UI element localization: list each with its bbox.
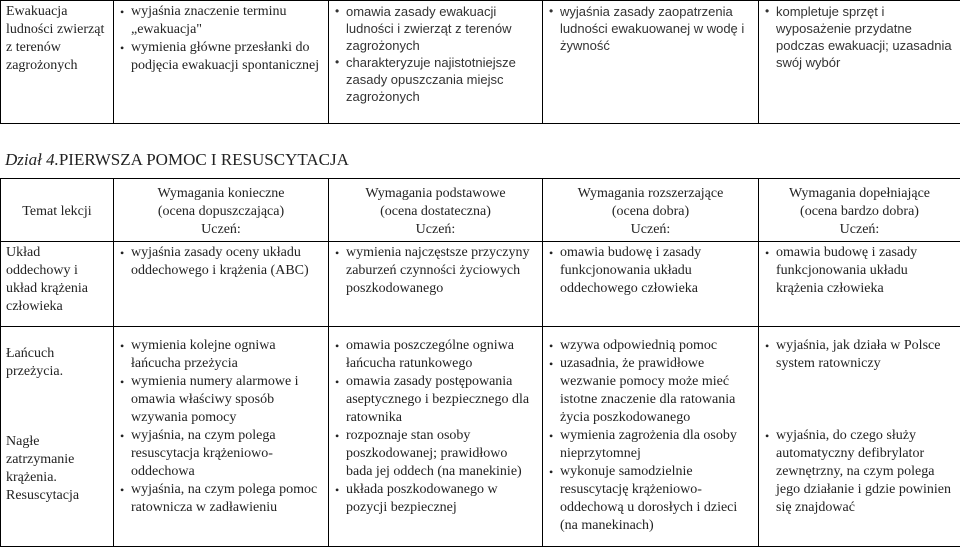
requirements-cell	[329, 327, 543, 547]
column-header	[759, 179, 960, 242]
header-student: Uczeń:	[201, 222, 241, 237]
requirements-cell	[759, 242, 960, 327]
list-item: • wymienia najczęstsze przyczyny zaburzeń czynności życiowych poszkodowanego	[346, 244, 537, 298]
column-header	[543, 179, 759, 242]
topic-title: Łańcuch przeżycia.	[6, 346, 64, 379]
requirements-cell	[114, 327, 329, 547]
header-title: Wymagania rozszerzające	[577, 186, 724, 201]
column-header	[114, 179, 329, 242]
header-student: Uczeń:	[415, 222, 456, 237]
list-item: • wymienia kolejne ogniwa łańcucha przeżycia	[131, 337, 323, 373]
list-item: • omawia budowę i zasady funkcjonowania układu oddechowego człowieka	[560, 244, 753, 298]
requirements-cell	[114, 242, 329, 327]
list-item: • charakteryzuje najistotniejsze zasady opuszczania miejsc zagrożonych	[346, 54, 537, 105]
topic-cell: Ewakuacja ludności zwierząt z terenów zagrożonych	[1, 1, 114, 124]
section-number: Dział 4.	[5, 150, 59, 169]
list-item: • wyjaśnia zasady zaopatrzenia ludności ewakuowanej w wodę i żywność	[560, 3, 753, 54]
list-item: • uzasadnia, że prawidłowe wezwanie pomocy może mieć istotne znaczenie dla ratowania życia poszkodowanego	[560, 355, 753, 427]
header-grade: (ocena dostateczna)	[380, 204, 491, 219]
requirements-list	[119, 3, 323, 75]
list-item: • wyjaśnia, do czego służy automatyczny defibrylator zewnętrzny, na czym polega jego działanie i gdzie powinien się znajdować	[776, 427, 955, 517]
requirements-list	[548, 3, 753, 54]
topic-title: Nagłe zatrzymanie krążenia. Resuscytacja	[6, 434, 80, 503]
header-title: Wymagania konieczne	[157, 186, 285, 201]
requirements-complementary-cell	[759, 1, 960, 124]
list-item: • wyjaśnia zasady oceny układu oddechowego i krążenia (ABC)	[131, 244, 323, 280]
section-title	[5, 150, 349, 170]
table-row	[1, 327, 960, 547]
requirements-standard-cell	[329, 1, 543, 124]
requirements-cell	[329, 242, 543, 327]
topic-cell: Układ oddechowy i układ krążenia człowieka	[1, 242, 114, 327]
requirements-cell	[759, 327, 960, 547]
table-row	[1, 242, 960, 327]
requirements-basic-cell	[114, 1, 329, 124]
header-title: Wymagania dopełniające	[788, 186, 931, 201]
list-item: • wyjaśnia, na czym polega pomoc ratownicza w zadławieniu	[131, 481, 323, 517]
section-name: PIERWSZA POMOC I RESUSCYTACJA	[58, 150, 349, 169]
header-row	[1, 179, 960, 242]
previous-topic-table	[0, 0, 960, 124]
list-item: • wymienia numery alarmowe i omawia właściwy sposób wzywania pomocy	[131, 373, 323, 427]
header-student: Uczeń:	[839, 222, 880, 237]
list-item: • wymienia główne przesłanki do podjęcia ewakuacji spontanicznej	[131, 39, 323, 75]
header-grade: (ocena bardzo dobra)	[800, 204, 919, 219]
list-item: • kompletuje sprzęt i wyposażenie przydatne podczas ewakuacji; uzasadnia swój wybór	[776, 3, 955, 71]
list-item: • układa poszkodowanego w pozycji bezpiecznej	[346, 481, 537, 517]
list-item: • omawia zasady ewakuacji ludności i zwierząt z terenów zagrożonych	[346, 3, 537, 54]
list-item: • wyjaśnia znaczenie terminu „ewakuacja"	[131, 3, 323, 39]
requirements-extended-cell	[543, 1, 759, 124]
requirements-cell	[543, 327, 759, 547]
requirements-list	[764, 3, 955, 71]
topic-header: Temat lekcji	[1, 179, 114, 242]
list-item: • rozpoznaje stan osoby poszkodowanej; prawidłowo bada jej oddech (na manekinie)	[346, 427, 537, 481]
list-item: • wymienia zagrożenia dla osoby nieprzytomnej	[560, 427, 753, 463]
topic-cell	[1, 327, 114, 547]
list-item: • omawia zasady postępowania aseptycznego i bezpiecznego dla ratownika	[346, 373, 537, 427]
list-item: • omawia budowę i zasady funkcjonowania układu krążenia człowieka	[776, 244, 955, 298]
header-grade: (ocena dopuszczająca)	[157, 204, 285, 219]
requirements-list	[334, 3, 537, 105]
requirements-table	[0, 178, 960, 547]
list-item: • wyjaśnia, na czym polega resuscytacja krążeniowo-oddechowa	[131, 427, 323, 481]
header-title: Wymagania podstawowe	[365, 186, 506, 201]
list-item: • omawia poszczególne ogniwa łańcucha ratunkowego	[346, 337, 537, 373]
list-item: • wykonuje samodzielnie resuscytację krążeniowo-oddechową u dorosłych i dzieci (na manekinach)	[560, 463, 753, 535]
column-header	[329, 179, 543, 242]
header-student: Uczeń:	[630, 222, 671, 237]
header-grade: (ocena dobra)	[611, 204, 690, 219]
list-item: • wzywa odpowiednią pomoc	[560, 337, 753, 355]
list-item: • wyjaśnia, jak działa w Polsce system ratowniczy	[776, 337, 955, 373]
requirements-cell	[543, 242, 759, 327]
